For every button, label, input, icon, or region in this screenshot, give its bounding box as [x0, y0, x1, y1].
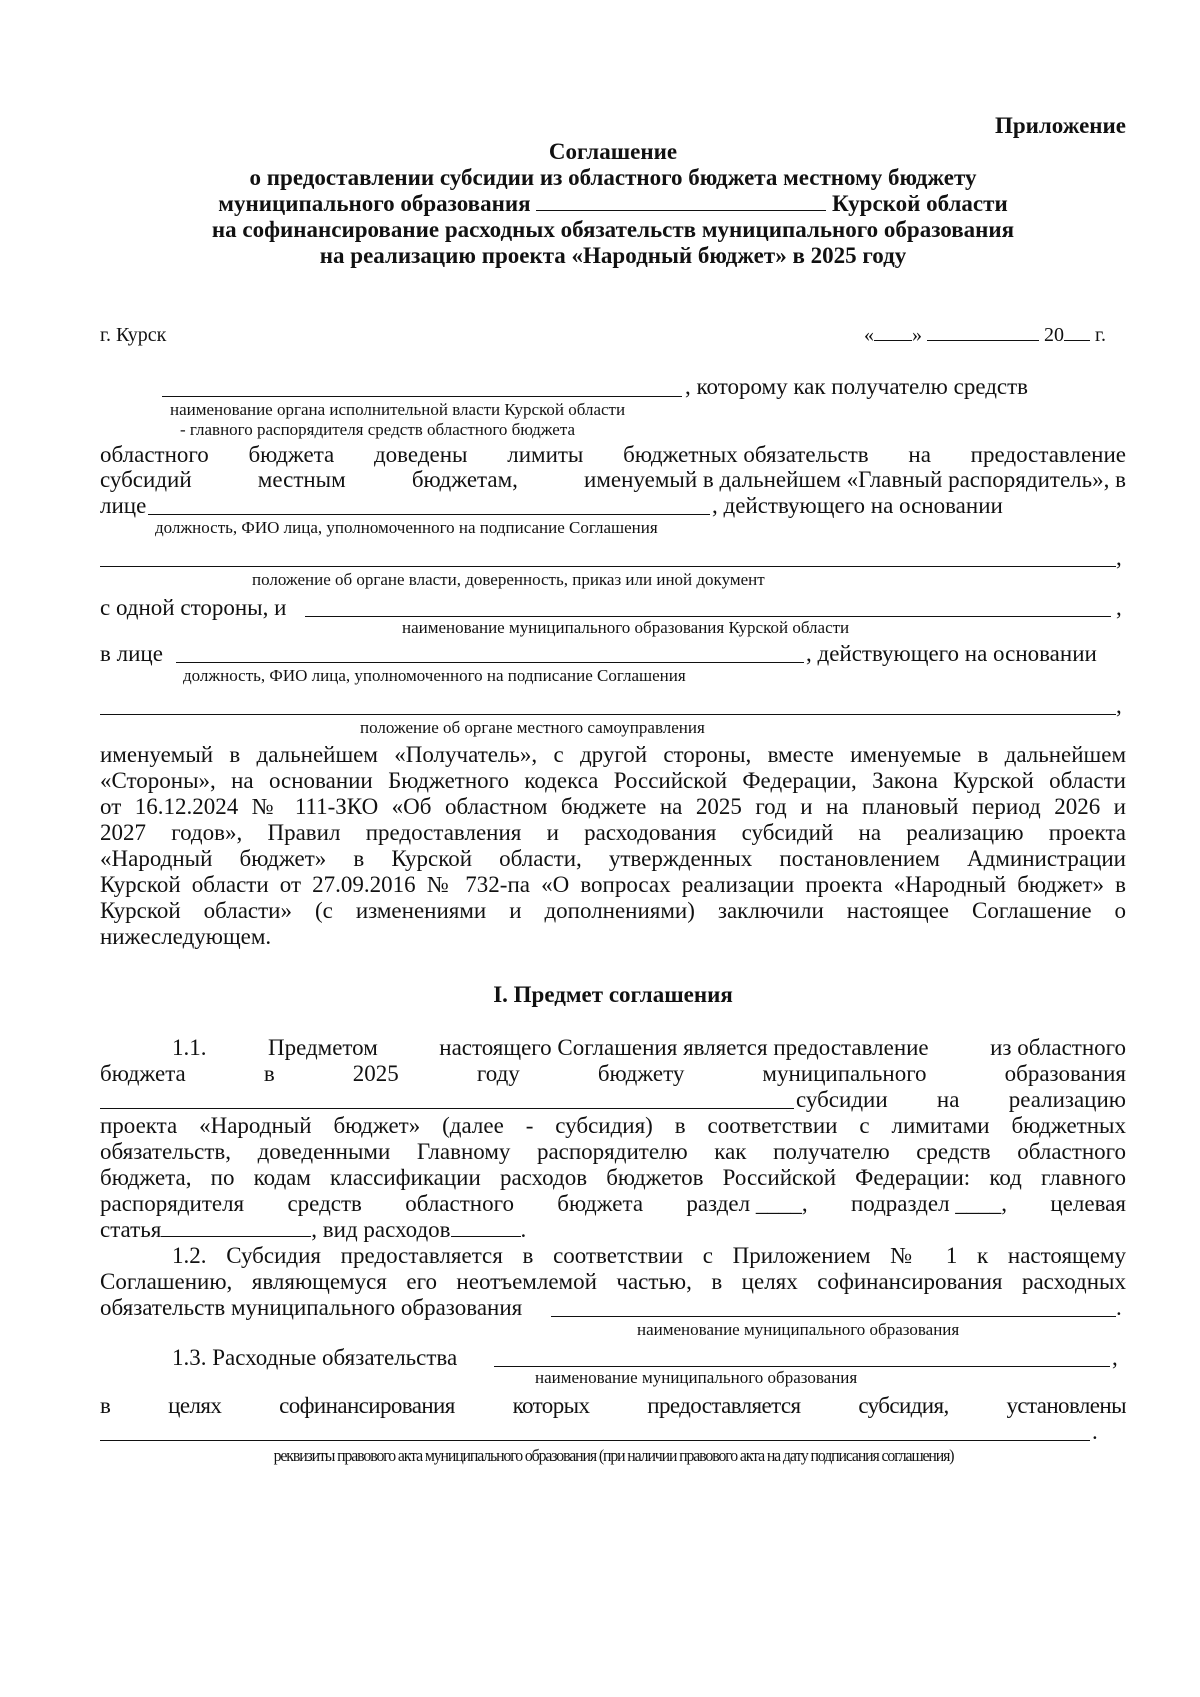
word: муниципального: [762, 1061, 927, 1086]
word: на: [936, 1087, 960, 1112]
preamble-line: «Народный бюджет» в Курской области, утвержденных постановлением Администрации: [100, 846, 1126, 871]
word: раздел ____,: [686, 1191, 808, 1216]
date-year-prefix: 20: [1044, 324, 1065, 346]
word: статья: [100, 1217, 162, 1242]
date-day-blank: [874, 324, 912, 341]
appendix-label: Приложение: [994, 113, 1126, 138]
clause-1-1-line-7: [100, 1190, 1126, 1218]
date-month-blank: [927, 324, 1039, 341]
clause-1-1-line: бюджета, по кодам классификации расходов бюджетов Российской Федерации: код главного: [100, 1165, 1126, 1190]
municipality-blank-1-1: [100, 1108, 794, 1109]
date-line: [100, 321, 1126, 349]
word: из областного: [990, 1035, 1126, 1060]
caption-municipal-official: должность, ФИО лица, уполномоченного на подписание Соглашения: [183, 666, 686, 685]
word: 2025: [352, 1061, 399, 1086]
authority-name-blank: [162, 396, 682, 397]
clause-1-1-line-8: [100, 1216, 1126, 1244]
word: доведены: [373, 442, 468, 467]
preamble-line: «Стороны», на основании Бюджетного кодекса Российской Федерации, Закона Курской области: [100, 768, 1126, 793]
date-year-blank: [1064, 324, 1090, 341]
word: софинансирования: [279, 1393, 455, 1418]
parties-line-4: лице: [100, 493, 147, 518]
preamble-line: Курской области от 27.09.2016 № 732-па «О вопросах реализации проекта «Народный бюджет» в: [100, 872, 1126, 897]
word: местным: [257, 467, 346, 492]
date-quote-open: «: [864, 324, 875, 346]
word: бюджета: [100, 1061, 186, 1086]
clause-1-2-line-1: 1.2. Субсидия предоставляется в соответствии с Приложением № 1 к настоящему: [172, 1243, 1126, 1268]
subtitle-2-end: Курской области: [832, 191, 1008, 216]
word: .: [520, 1217, 527, 1242]
word: которых: [512, 1393, 590, 1418]
preamble-line: от 16.12.2024 № 111-ЗКО «Об областном бюджете на 2025 год и на плановый период 2026 и: [100, 794, 1126, 819]
parties-line-3: [100, 466, 1126, 494]
preamble-line: 2027 годов», Правил предоставления и расходования субсидий на реализацию проекта: [100, 820, 1126, 845]
word: подраздел ____,: [850, 1191, 1008, 1216]
word: бюджету: [597, 1061, 685, 1086]
word: лимиты: [507, 442, 584, 467]
clause-1-2-line-3: обязательств муниципального образования: [100, 1295, 523, 1320]
word: бюджетных обязательств: [623, 442, 869, 467]
acting-basis-text: , действующего на основании: [712, 493, 1003, 518]
word: предоставляется: [647, 1393, 801, 1418]
caption-municipality-1-3: наименование муниципального образования: [535, 1368, 858, 1387]
section-1-heading: I. Предмет соглашения: [493, 982, 733, 1007]
word: установлены: [1006, 1393, 1126, 1418]
authority-document-blank: [100, 566, 1116, 567]
comma-1: ,: [1116, 545, 1122, 570]
caption-legal-act: [100, 1446, 1126, 1466]
agreement-subtitle-2: [100, 190, 1126, 218]
preamble-line: нижеследующем.: [100, 924, 272, 949]
comma-2: ,: [1116, 595, 1122, 620]
caption-municipal-body: положение об органе местного самоуправления: [360, 718, 705, 737]
agreement-subtitle-4: на реализацию проекта «Народный бюджет» в 2025 году: [319, 243, 907, 268]
period-1-3: .: [1092, 1419, 1098, 1444]
acting-basis-text-2: , действующего на основании: [806, 641, 1097, 666]
word: бюджета: [557, 1191, 644, 1216]
clause-1-1-line-3: [796, 1086, 1126, 1114]
word: средств: [287, 1191, 362, 1216]
parties-line-7: в лице: [100, 641, 163, 666]
recipient-intro-end: , которому как получателю средств: [685, 374, 1029, 399]
agreement-title: Соглашение: [548, 139, 678, 164]
word: целевая: [1050, 1191, 1126, 1216]
clause-1-3-line-1: 1.3. Расходные обязательства: [172, 1345, 458, 1370]
legal-act-blank: [100, 1440, 1090, 1441]
word: бюджетам,: [411, 467, 518, 492]
municipal-official-blank: [176, 662, 804, 663]
caption-municipality-name: наименование муниципального образования Курской области: [402, 618, 850, 637]
caption-authority-name: наименование органа исполнительной власти Курской области: [170, 400, 626, 419]
word: целях: [168, 1393, 222, 1418]
period-1-2: .: [1116, 1295, 1122, 1320]
target-article-blank: [161, 1216, 311, 1237]
date-quote-close: »: [912, 324, 923, 346]
caption-chief-manager: - главного распорядителя средств областного бюджета: [180, 420, 576, 439]
word: в: [263, 1061, 275, 1086]
preamble-line: Курской области» (с изменениями и дополнениями) заключили настоящее Соглашение о: [100, 898, 1126, 923]
subtitle-2-start: муниципального образования: [218, 191, 531, 216]
clause-1-2-line-2: Соглашению, являющемуся его неотъемлемой частью, в целях софинансирования расходных: [100, 1269, 1126, 1294]
municipality-blank: [536, 190, 826, 211]
municipality-name-blank: [305, 616, 1111, 617]
agreement-subtitle-1: о предоставлении субсидии из областного бюджета местному бюджету: [249, 165, 977, 190]
word: образования: [1004, 1061, 1126, 1086]
word: областного: [405, 1191, 514, 1216]
word: именуемый в дальнейшем «Главный распорядитель», в: [584, 467, 1126, 492]
clause-1-1-line-1: [100, 1034, 1126, 1062]
date-year-suffix: г.: [1095, 324, 1106, 346]
word: на: [908, 442, 931, 467]
word: в: [100, 1393, 111, 1418]
clause-1-3-line-2: [100, 1392, 1126, 1420]
word: реализацию: [1008, 1087, 1126, 1112]
clause-1-1-line: обязательств, доведенными Главному распорядителю как получателю средств областного: [100, 1139, 1126, 1164]
comma-3: ,: [1116, 693, 1122, 718]
word: субсидия,: [858, 1393, 949, 1418]
word: году: [476, 1061, 520, 1086]
official-name-blank: [148, 514, 710, 515]
word: 1.1.: [172, 1035, 207, 1060]
word: субсидий: [100, 467, 192, 492]
word: , вид расходов: [311, 1217, 451, 1242]
municipality-blank-1-3: [494, 1366, 1110, 1367]
word: предоставление: [970, 442, 1126, 467]
word: бюджета: [248, 442, 335, 467]
preamble-line: именуемый в дальнейшем «Получатель», с другой стороны, вместе именуемые в дальнейшем: [100, 742, 1126, 767]
word: Предметом: [267, 1035, 378, 1060]
word: субсидии: [796, 1087, 888, 1112]
word: областного: [100, 442, 209, 467]
caption-official-position: должность, ФИО лица, уполномоченного на подписание Соглашения: [155, 518, 658, 537]
caption-authority-document: положение об органе власти, доверенность, приказ или иной документ: [252, 570, 765, 589]
expense-type-blank: [451, 1216, 521, 1237]
comma-1-3: ,: [1112, 1345, 1118, 1370]
word: настоящего Соглашения является предоставление: [439, 1035, 929, 1060]
municipality-blank-1-2: [551, 1316, 1116, 1317]
parties-line-6: с одной стороны, и: [100, 595, 287, 620]
parties-line-2: [100, 441, 1126, 469]
clause-1-1-line-2: [100, 1060, 1126, 1088]
caption-municipality-1-2: наименование муниципального образования: [637, 1320, 960, 1339]
municipal-document-blank: [100, 714, 1116, 715]
city-label: г. Курск: [100, 324, 167, 346]
agreement-subtitle-3: на софинансирование расходных обязательств муниципального образования: [211, 217, 1015, 242]
caption-legal-act-text: реквизиты правового акта муниципального образования (при наличии правового акта на дату подписания соглашения): [273, 1446, 953, 1465]
clause-1-1-line: проекта «Народный бюджет» (далее - субсидия) в соответствии с лимитами бюджетных: [100, 1113, 1126, 1138]
word: распорядителя: [100, 1191, 245, 1216]
